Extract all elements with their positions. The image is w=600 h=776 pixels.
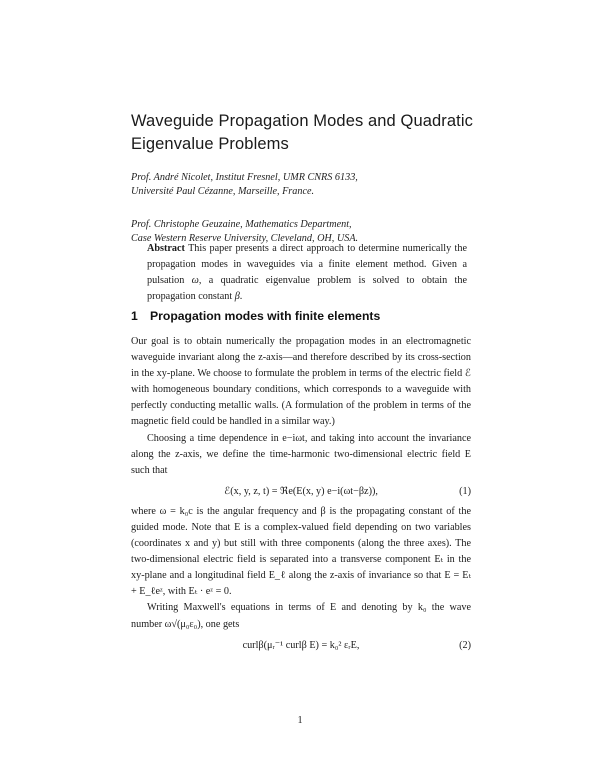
abstract-text-2: , a quadratic eigenvalue problem is solved to obtain the propagation constant (147, 275, 467, 302)
section-number: 1 (131, 309, 138, 323)
page-number: 1 (297, 715, 303, 726)
equation-2-number: (2) (459, 639, 471, 651)
author-1-line-1: Prof. André Nicolet, Institut Fresnel, UMR CNRS 6133, (131, 172, 358, 183)
title-line-1: Waveguide Propagation Modes and Quadratic (131, 112, 473, 130)
equation-1 (131, 479, 471, 504)
body-text (131, 334, 471, 658)
author-2-line-2: Case Western Reserve University, Cleveland, OH, USA. (131, 233, 359, 244)
section-heading (131, 309, 491, 323)
author-2-line-1: Prof. Christophe Geuzaine, Mathematics Department, (131, 219, 352, 230)
title-line-2: Eigenvalue Problems (131, 135, 289, 153)
equation-1-expr: ℰ(x, y, z, t) = ℜe(E(x, y) e−i(ωt−βz)), (224, 485, 378, 497)
equation-2-expr: curlβ(μᵣ⁻¹ curlβ E) = k₀² εᵣE, (242, 639, 360, 651)
paragraph-3: where ω = k₀c is the angular frequency and β is the propagating constant of the guided mode. Note that E is a complex-valued field depending on two variables (coordinates x and y) but still with three components (along the three axes). The two-dimensional electric field is separated into a transverse component Eₜ in the xy-plane and a longitudinal field E_ℓ along the z-axis of invariance so that E = Eₜ + E_ℓeᶻ, with Eₜ · eᶻ = 0. (131, 505, 471, 598)
abstract-label: Abstract (147, 243, 185, 254)
abstract-end: . (239, 291, 243, 302)
author-1-line-2: Université Paul Cézanne, Marseille, France. (131, 186, 315, 197)
equation-2 (131, 633, 471, 658)
abstract-omega: ω (191, 275, 199, 286)
paragraph-4: Writing Maxwell's equations in terms of E and denoting by k₀ the wave number ω√(μ₀ε₀), one gets (131, 602, 471, 630)
abstract (147, 241, 467, 305)
author-1 (131, 171, 491, 199)
paragraph-1: Our goal is to obtain numerically the propagation modes in an electromagnetic waveguide invariant along the z-axis—and therefore described by its cross-section in the xy-plane. We choose to formulate the problem in terms of the electric field ℰ with homogeneous boundary conditions, which corresponds to a waveguide with perfectly conducting metallic walls. (A formulation of the problem in terms of the magnetic field could be handled in a similar way.) (131, 336, 471, 428)
abstract-text-1: This paper presents a direct approach to determine numerically the propagation modes in waveguides via a finite element method. Given a pulsation (147, 243, 467, 286)
section-title: Propagation modes with finite elements (150, 309, 381, 323)
paragraph-2: Choosing a time dependence in e−iωt, and taking into account the invariance along the z-axis, we define the time-harmonic two-dimensional electric field E such that (131, 432, 471, 476)
abstract-beta: β (234, 291, 240, 302)
equation-1-number: (1) (459, 485, 471, 497)
paper-title (131, 110, 491, 156)
